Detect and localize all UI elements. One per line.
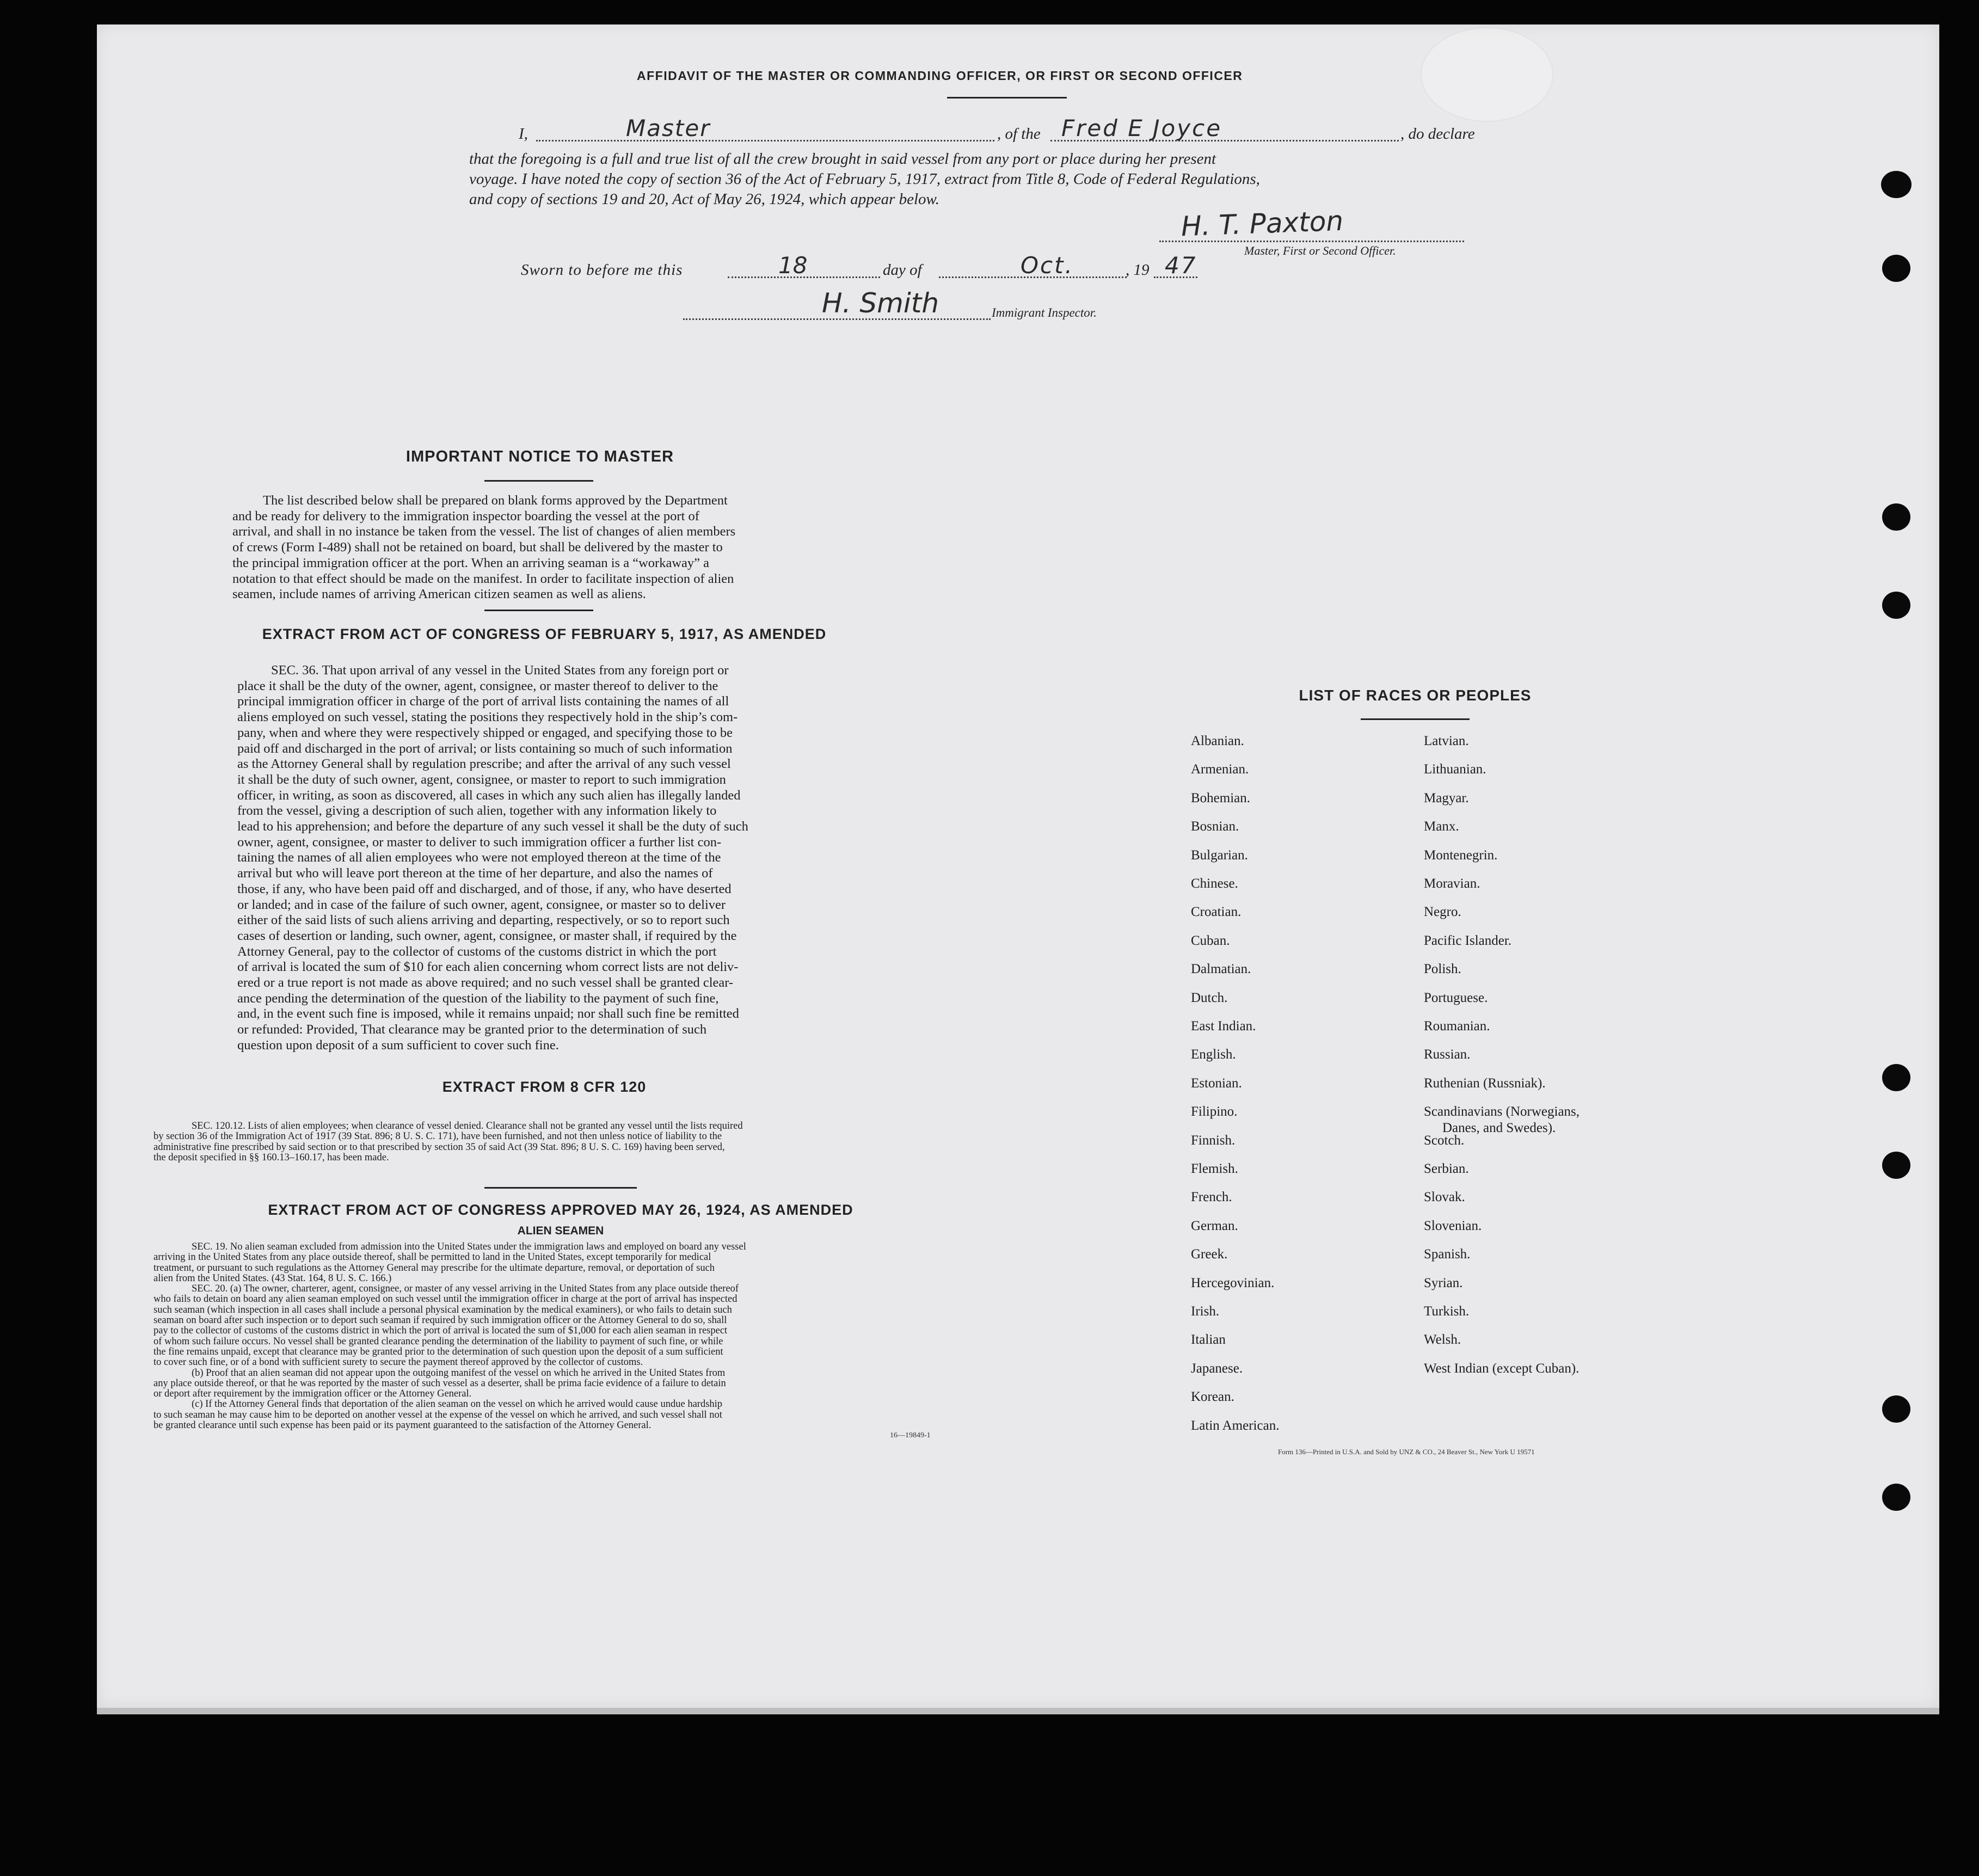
extract-1917-line: pany, when and where they were respectively shipped or engaged, and specifying those to be	[237, 725, 733, 740]
extract-1924-line: pay to the collector of customs of the customs district in which the port of arrival is located the sum of $1,000 for each alien seaman in respect	[153, 1325, 728, 1337]
year-prefix: , 19	[1126, 261, 1150, 279]
extract-1917-line: those, if any, who have been paid off and discharged, and of those, if any, who have deserted	[237, 881, 732, 896]
extract-1924-line: such seaman (which inspection in all cases shall include a personal physical examination by the medical examiners), or who fails to detain such	[153, 1304, 732, 1315]
binder-hole	[1882, 1152, 1910, 1179]
race-item: Latvian.	[1424, 734, 1469, 748]
extract-1917-line: SEC. 36. That upon arrival of any vessel in the United States from any foreign port or	[271, 663, 729, 678]
extract-1917-line: of arrival is located the sum of $10 for each alien concerning whom correct lists are not deliv-	[237, 959, 739, 975]
declaration-text	[469, 149, 1498, 210]
extract-1924-line: to cover such fine, or of a bond with sufficient surety to secure the payment thereof approved by the collector of customs.	[153, 1357, 643, 1368]
extract-1917-line: from the vessel, giving a description of such alien, together with any information likely to	[237, 803, 717, 819]
extract-1917-line: it shall be the duty of such owner, agent, consignee, or master to report to such immigration	[237, 772, 726, 787]
page-edge	[97, 1708, 1939, 1714]
extract-1917-line: officer, in writing, as soon as discovered, all cases in which any such alien has illegally landed	[237, 788, 741, 803]
notice-line: arrival, and shall in no instance be taken from the vessel. The list of changes of alien members	[232, 524, 736, 539]
extract-1917-line: owner, agent, consignee, or master to deliver to such immigration officer a further list con-	[237, 834, 722, 850]
cfr-end-rule	[484, 1187, 637, 1189]
extract-1917-line: aliens employed on such vessel, stating the positions they respectively hold in the ship’s com-	[237, 710, 738, 725]
extract-1917-line: ance pending the determination of the question of the liability to the payment of such fine,	[237, 991, 719, 1006]
race-item: Flemish.	[1191, 1161, 1238, 1176]
extract-1917-line: as the Attorney General shall by regulation prescribe; and after the arrival of any such vessel	[237, 756, 731, 772]
extract-1917-line: lead to his apprehension; and before the departure of any such vessel it shall be the duty of such	[237, 819, 748, 834]
day-of-label: day of	[883, 261, 922, 279]
inspector-signature: H. Smith	[822, 287, 939, 319]
race-item: Lithuanian.	[1424, 762, 1486, 777]
extract-1917-line: question upon deposit of a sum sufficient to cover such fine.	[237, 1037, 559, 1053]
printer-line: Form 136—Printed in U.S.A. and Sold by UNZ & CO., 24 Beaver St., New York U 19571	[1278, 1448, 1535, 1456]
extract-1917-title: EXTRACT FROM ACT OF CONGRESS OF FEBRUARY 5, 1917, AS AMENDED	[262, 626, 827, 642]
title-rule	[947, 97, 1067, 99]
extract-1917-line: principal immigration officer in charge of the port of arrival lists containing the names of all	[237, 694, 729, 709]
month-value: Oct.	[1021, 252, 1074, 279]
race-item: Cuban.	[1191, 933, 1230, 948]
race-item: Roumanian.	[1424, 1019, 1490, 1034]
race-item: Moravian.	[1424, 876, 1480, 891]
declare-label: , do declare	[1400, 125, 1475, 143]
extract-1924-line: SEC. 19. No alien seaman excluded from admission into the United States under the immigration laws and employed on board any vessel	[192, 1241, 746, 1252]
extract-1924-line: any place outside thereof, or that he was reported by the master of such vessel as a deserter, shall be prima facie evidence of a failure to detain	[153, 1377, 726, 1389]
master-signature: H. T. Paxton	[1181, 205, 1344, 243]
extract-1917-line: Attorney General, pay to the collector of customs of the customs district in which the port	[237, 944, 717, 959]
day-value: 18	[778, 252, 808, 279]
extract-1924-line: alien from the United States. (43 Stat. 164, 8 U. S. C. 166.)	[153, 1272, 392, 1284]
race-item: Irish.	[1191, 1304, 1220, 1319]
binder-hole	[1882, 1395, 1910, 1423]
notice-text	[232, 493, 852, 602]
extract-cfr-line: SEC. 120.12. Lists of alien employees; when clearance of vessel denied. Clearance shall not be granted any vessel until the lists required	[192, 1121, 743, 1131]
declaration-line: that the foregoing is a full and true list of all the crew brought in said vessel from any port or place during her present	[469, 150, 1216, 168]
race-item: Polish.	[1424, 962, 1461, 977]
binder-hole	[1882, 255, 1910, 282]
race-item: Dutch.	[1191, 990, 1228, 1005]
binder-hole	[1882, 1064, 1910, 1091]
race-item: French.	[1191, 1190, 1232, 1205]
extract-1924-line: seaman on board after such inspection or to deport such seaman if required by such immigration officer or the Attorney General to do so, shall	[153, 1315, 727, 1326]
notice-line: the principal immigration officer at the port. When an arriving seaman is a “workaway” a	[232, 555, 710, 570]
binder-hole	[1882, 503, 1910, 531]
race-item: German.	[1191, 1218, 1238, 1233]
race-item: Greek.	[1191, 1247, 1228, 1262]
binder-hole	[1881, 171, 1912, 198]
race-item: Turkish.	[1424, 1304, 1470, 1319]
race-item: Estonian.	[1191, 1075, 1242, 1091]
notice-title: IMPORTANT NOTICE TO MASTER	[405, 448, 674, 465]
race-item: Scandinavians (Norwegians,	[1424, 1104, 1580, 1120]
extract-1924-line: the fine remains unpaid, except that clearance may be granted prior to the determination of such question upon the deposit of a sum sufficient	[153, 1346, 723, 1357]
master-signature-line	[1159, 241, 1464, 242]
extract-cfr-line: by section 36 of the Immigration Act of 1917 (39 Stat. 896; 8 U. S. C. 171), have been furnished, and not then unless notice of liability to the	[153, 1131, 722, 1142]
notice-rule	[484, 480, 593, 482]
race-item: Welsh.	[1424, 1332, 1461, 1348]
race-item: Pacific Islander.	[1424, 933, 1512, 948]
extract-1917-line: arrival but who will leave port thereon at the time of her departure, and also the names of	[237, 866, 713, 881]
race-item: Latin American.	[1191, 1418, 1280, 1433]
race-item: Danes, and Swedes).	[1442, 1121, 1556, 1136]
race-item: Slovenian.	[1424, 1218, 1482, 1233]
extract-1917-line: place it shall be the duty of the owner, agent, consignee, or master thereof to deliver to the	[237, 678, 718, 693]
extract-1924-line: who fails to detain on board any alien seaman employed on such vessel until the immigration officer in charge at the port of arrival has inspected	[153, 1294, 737, 1305]
race-item: Bulgarian.	[1191, 847, 1248, 863]
notice-end-rule	[484, 610, 593, 611]
extract-1917-line: cases of desertion or landing, such owner, agent, consignee, or master shall, if required by the	[237, 928, 737, 943]
extract-1924-line: of whom such failure occurs. No vessel shall be granted clearance pending the determination of the liability to payment of such fine, or while	[153, 1336, 723, 1347]
extract-1924-line: or deport after requirement by the immigration officer or the Attorney General.	[153, 1388, 472, 1400]
declaration-line: voyage. I have noted the copy of section 36 of the Act of February 5, 1917, extract from Title 8, Code of Federal Regulations,	[469, 170, 1260, 188]
extract-1917-line: ered or a true report is not made as above required; and no such vessel shall be granted clear-	[237, 975, 734, 991]
extract-cfr-line: the deposit specified in §§ 160.13–160.17, has been made.	[153, 1152, 389, 1163]
race-item: Filipino.	[1191, 1104, 1238, 1120]
binder-hole	[1882, 592, 1910, 619]
year-value: 47	[1165, 252, 1197, 279]
race-item: Chinese.	[1191, 876, 1238, 891]
race-item: Dalmatian.	[1191, 962, 1251, 977]
extract-1917-line: or landed; and in case of the failure of such owner, agent, consignee, or master so to deliver	[237, 897, 726, 912]
extract-1917-line: taining the names of all alien employees who were not employed thereon at the time of the	[237, 850, 721, 865]
race-item: West Indian (except Cuban).	[1424, 1361, 1579, 1376]
i-label: I,	[519, 125, 528, 143]
extract-cfr-line: administrative fine prescribed by said section or to that prescribed by section 35 of said Act (39 Stat. 896; 8 U. S. C. 169) having been served,	[153, 1141, 725, 1153]
race-item: East Indian.	[1191, 1019, 1256, 1034]
race-item: Manx.	[1424, 819, 1459, 834]
races-title: LIST OF RACES OR PEOPLES	[1299, 687, 1532, 704]
extract-1924-line: SEC. 20. (a) The owner, charterer, agent, consignee, or master of any vessel arriving in the United States from any place outside thereof	[192, 1283, 739, 1295]
sworn-label: Sworn to before me this	[521, 261, 683, 279]
extract-1917-text	[237, 663, 851, 1054]
race-item: English.	[1191, 1047, 1236, 1062]
extract-1917-line: paid off and discharged in the port of arrival; or lists containing so much of such information	[237, 741, 733, 756]
extract-1917-line: and, in the event such fine is imposed, while it remains unpaid; nor shall such fine be remitted	[237, 1006, 739, 1022]
declaration-line: and copy of sections 19 and 20, Act of May 26, 1924, which appear below.	[469, 190, 939, 208]
notice-line: notation to that effect should be made on the manifest. In order to facilitate inspection of alien	[232, 571, 734, 586]
race-item: Korean.	[1191, 1389, 1234, 1405]
races-rule	[1361, 718, 1470, 720]
extract-cfr-text	[153, 1121, 975, 1163]
affidavit-title: AFFIDAVIT OF THE MASTER OR COMMANDING OFFICER, OR FIRST OR SECOND OFFICER	[637, 69, 1243, 83]
race-item: Japanese.	[1191, 1361, 1243, 1376]
race-item: Finnish.	[1191, 1133, 1236, 1148]
master-caption: Master, First or Second Officer.	[1244, 244, 1396, 257]
extract-1924-line: to such seaman he may cause him to be deported on another vessel at the expense of the vessel on which he arrived, and such vessel shall not	[153, 1409, 722, 1420]
form-code: 16—19849-1	[890, 1431, 931, 1440]
race-item: Bosnian.	[1191, 819, 1239, 834]
race-item: Armenian.	[1191, 762, 1249, 777]
notice-line: seamen, include names of arriving American citizen seamen as well as aliens.	[232, 587, 646, 602]
race-item: Albanian.	[1191, 734, 1244, 748]
race-item: Bohemian.	[1191, 790, 1251, 805]
race-item: Portuguese.	[1424, 990, 1488, 1005]
notice-line: of crews (Form I-489) shall not be retained on board, but shall be delivered by the master to	[232, 540, 723, 555]
race-item: Ruthenian (Russniak).	[1424, 1075, 1546, 1091]
race-item: Slovak.	[1424, 1190, 1465, 1205]
race-item: Croatian.	[1191, 905, 1242, 920]
extract-1924-line: (b) Proof that an alien seaman did not appear upon the outgoing manifest of the vessel on which he arrived in the United States from	[192, 1367, 726, 1379]
inspector-caption: Immigrant Inspector.	[992, 306, 1097, 319]
binder-hole	[1882, 1484, 1910, 1511]
race-item: Syrian.	[1424, 1275, 1463, 1290]
extract-1924-text	[153, 1242, 975, 1431]
extract-1924-title: EXTRACT FROM ACT OF CONGRESS APPROVED MAY 26, 1924, AS AMENDED	[268, 1202, 853, 1218]
race-item: Russian.	[1424, 1047, 1471, 1062]
race-item: Scotch.	[1424, 1133, 1465, 1148]
extract-1924-line: be granted clearance until such expense has been paid or its payment guaranteed to the satisfaction of the Attorney General.	[153, 1420, 652, 1431]
extract-1924-subtitle: ALIEN SEAMEN	[517, 1225, 604, 1237]
race-item: Hercegovinian.	[1191, 1275, 1275, 1290]
i-line	[536, 140, 994, 142]
race-item: Spanish.	[1424, 1247, 1471, 1262]
extract-1917-line: or refunded: Provided, That clearance may be granted prior to the determination of such	[237, 1022, 707, 1037]
seal-impression	[1421, 27, 1553, 122]
master-value: Master	[626, 115, 711, 142]
vessel-value: Fred E Joyce	[1061, 115, 1222, 142]
race-item: Negro.	[1424, 905, 1461, 920]
of-the-label: , of the	[997, 125, 1041, 143]
extract-1924-line: treatment, or pursuant to such regulations as the Attorney General may prescribe for the ultimate departure, removal, or deportation of such	[153, 1262, 715, 1274]
notice-line: The list described below shall be prepared on blank forms approved by the Department	[263, 493, 728, 508]
extract-1924-line: arriving in the United States from any place outside thereof, shall be permitted to land in the United States, except temporarily for medical	[153, 1252, 711, 1263]
race-item: Serbian.	[1424, 1161, 1469, 1176]
race-item: Magyar.	[1424, 790, 1469, 805]
race-item: Italian	[1191, 1332, 1226, 1348]
race-item: Montenegrin.	[1424, 847, 1498, 863]
extract-1917-line: either of the said lists of such aliens arriving and departing, respectively, or so to report such	[237, 913, 730, 928]
extract-1924-line: (c) If the Attorney General finds that deportation of the alien seaman on the vessel on which he arrived would cause undue hardship	[192, 1399, 723, 1410]
extract-cfr-title: EXTRACT FROM 8 CFR 120	[442, 1079, 647, 1095]
notice-line: and be ready for delivery to the immigration inspector boarding the vessel at the port of	[232, 508, 699, 524]
